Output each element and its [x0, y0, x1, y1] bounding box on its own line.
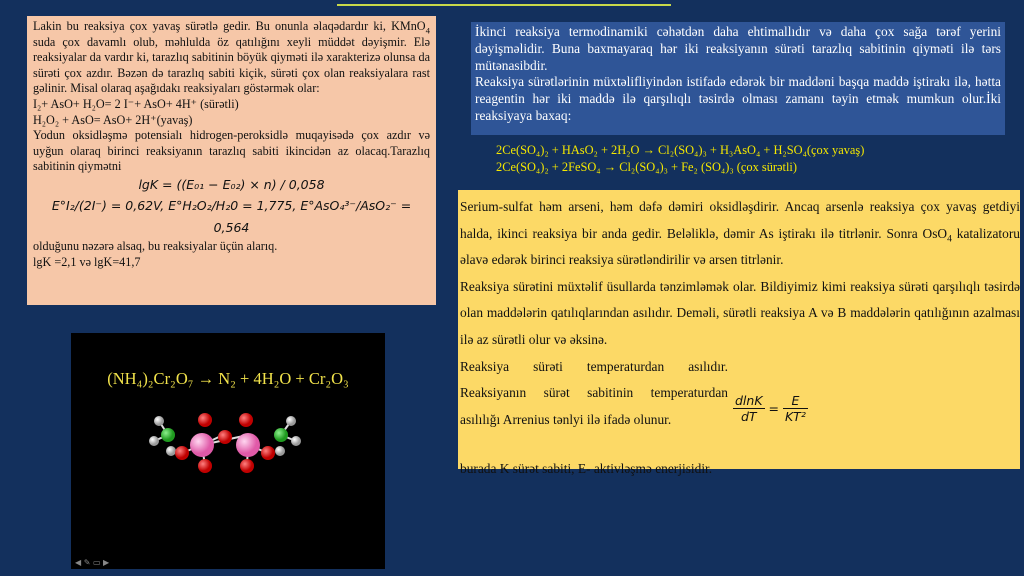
- yellow-paragraph-2: Reaksiya sürətini müxtəlif üsullarda tənzimləmək olar. Bildiyimiz kimi reaksiya sürəti qarşılıqlı təsirdə olan maddələrin qatılıqlarından asılıdır. Deməli, sürətli reaksiya A və B maddələrin qatılığının azalması ilə az sürətli olur və əksinə.: [460, 278, 1020, 347]
- left-text-box: [27, 16, 436, 305]
- cerium-arsenic-reaction: 2Ce(SO₄)₂ + HAsO₂ + 2H₂O → Cl₂(SO₄)₃ + H₃AsO₄ + H₂SO₄(çox yavaş): [496, 143, 865, 157]
- title-underline: [337, 4, 671, 6]
- arrhenius-lhs-numerator: dlnK: [735, 393, 763, 408]
- left-paragraph-2: Yodun oksidləşmə potensialı hidrogen-peroksidlə muqayisədə çox azdır və uyğun olaraq birinci reaksiyanın tarazlıq sabiti ikincidən az olacaq.Tarazlıq sabitinin qiymətni: [33, 128, 430, 174]
- oxygen-atoms: [175, 413, 275, 473]
- yellow-paragraph-1: Serium-sulfat həm arseni, həm dəfə dəmiri oksidləşdirir. Ancaq arsenlə reaksiya çox yavaş getdiyi halda, ikinci reaksiya bir anda gedir. Beləliklə, dəmir As iştirakı ilə titrlənir. Sonra OsO$_4$ katalizatoru əlavə edərək birinci reaksiya sürətləndirilir və arsen titrlənir.: [460, 199, 1020, 268]
- video-controls[interactable]: ◀ ✎ ▭ ▶: [75, 558, 110, 567]
- yellow-paragraph-3: Reaksiya sürəti temperaturdan asılıdır. Reaksiyanın sürət sabitinin temperaturdan asılılığı Arrenius tənlyi ilə ifadə olunur.: [460, 358, 728, 427]
- arrhenius-lhs-denominator: dT: [740, 409, 757, 424]
- arrhenius-rhs-numerator: E: [783, 393, 808, 409]
- arrhenius-equation: $\frac{dlnK}{dT}$ = $\frac{E}{\text{KT²}}$: [735, 393, 806, 424]
- arrhenius-rhs-denominator: KT²: [784, 409, 806, 424]
- blue-paragraph-2: Reaksiya sürətlərinin müxtəlifliyindən istifadə edərək bir maddəni başqa maddə iştirakı ilə, hətta reagentin hər iki maddə ilə qarşılıqlı təsirdə olması zamanı təyin etmək mumkun olur.İki reaksiyaya baxaq:: [475, 74, 1001, 123]
- equation-lgk: lgK = ((E₀₁ − E₀₂) × n) / 0,058: [138, 176, 325, 192]
- blue-paragraph-1: İkinci reaksiya termodinamiki cəhətdən daha ehtimallıdır və daha çox sağa tərəf yerini dəyişməlidir. Buna baxmayaraq hər iki reaksiyanın sürəti tarazlıq sabitinin qiyməti ilə tərs mütənasibdir.: [475, 24, 1001, 73]
- video-equation: (NH₄)₂Cr₂O₇ → N₂ + 4H₂O + Cr₂O₃: [107, 369, 349, 388]
- left-paragraph-1: Lakin bu reaksiya çox yavaş sürətlə gedir. Bu onunla əlaqədardır ki, KMnO$_4$ suda çox davamlı olub, məhlulda öz qatılığını xeyli müddət dəyişmir. Elə reaksiyalar da vardır ki, tarazlıq sabitinin böyük qiyməti ilə xarakterizə olunsa da sürəti çox azdır. Bəzən də tarazlıq sabiti kiçik, sürəti çox olan reaksiyalara rast gəlinir. Misal olaraq aşağıdakı reaksiyaları göstərmək olar:: [33, 19, 430, 96]
- yellow-text-box: [458, 190, 1020, 469]
- reaction-1: I₂+ AsO+ H₂O= 2 I⁻+ AsO+ 4H⁺ (sürətli): [33, 96, 239, 111]
- left-paragraph-3: olduğunu nəzərə alsaq, bu reaksiyalar üçün alarıq.: [33, 238, 278, 253]
- reaction-video[interactable]: [71, 333, 385, 569]
- blue-text-box: [471, 22, 1005, 135]
- arrhenius-footnote: burada K sürət sabiti, E- aktivləşmə enerjisidir.: [460, 461, 713, 476]
- cerium-iron-reaction: 2Ce(SO₄)₂ + 2FeSO₄ → Cl₂(SO₄)₃ + Fe₂ (SO₄)₃ (çox sürətli): [496, 160, 797, 174]
- reaction-2: H₂O₂ + AsO= AsO+ 2H⁺(yavaş): [33, 112, 193, 127]
- lgk-result: lgK =2,1 və lgK=41,7: [33, 254, 141, 269]
- molecule-illustration: [71, 333, 385, 569]
- equation-potentials: E°I₂/(2I⁻) = 0,62V, E°H₂O₂/H₂0 = 1,775, E°AsO₄³⁻/AsO₂⁻ = 0,564: [51, 197, 412, 235]
